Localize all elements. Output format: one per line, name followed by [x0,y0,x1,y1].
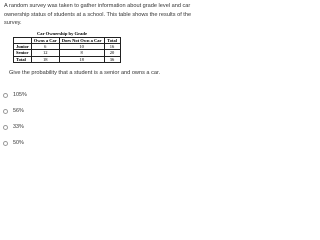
car-ownership-table-block [13,30,121,63]
answer-option[interactable] [3,107,24,115]
question-text: Give the probability that a student is a senior and owns a car. [9,70,161,76]
table-cell: 6 [31,44,59,50]
answer-option-label: 56% [13,108,24,114]
answer-option-label: 33% [13,124,24,130]
table-cell: 36 [104,56,120,62]
row-label: Total [14,56,32,62]
table-cell: 18 [59,56,104,62]
table-header-cell: Does Not Own a Car [59,38,104,44]
problem-intro: A random survey was taken to gather information about grade level and car ownership status of students at a school. This table shows the results of the survey. [4,3,192,27]
answer-option[interactable] [3,91,27,99]
answer-option-label: 105% [13,92,27,98]
radio-button[interactable] [3,141,8,146]
radio-button[interactable] [3,93,8,98]
row-label: Junior [14,44,32,50]
answer-option-label: 50% [13,140,24,146]
table-cell: 16 [104,44,120,50]
car-ownership-table [13,37,121,63]
radio-button[interactable] [3,125,8,130]
table-cell: 20 [104,50,120,56]
answer-option[interactable] [3,123,24,131]
table-cell: 18 [31,56,59,62]
answer-option[interactable] [3,139,24,147]
row-label: Senior [14,50,32,56]
table-cell: 8 [59,50,104,56]
table-cell: 10 [59,44,104,50]
table-row [14,56,121,62]
table-header-cell: Owns a Car [31,38,59,44]
table-header-cell: Total [104,38,120,44]
table-cell: 12 [31,50,59,56]
radio-button[interactable] [3,109,8,114]
table-caption: Car Ownership by Grade [36,31,88,36]
